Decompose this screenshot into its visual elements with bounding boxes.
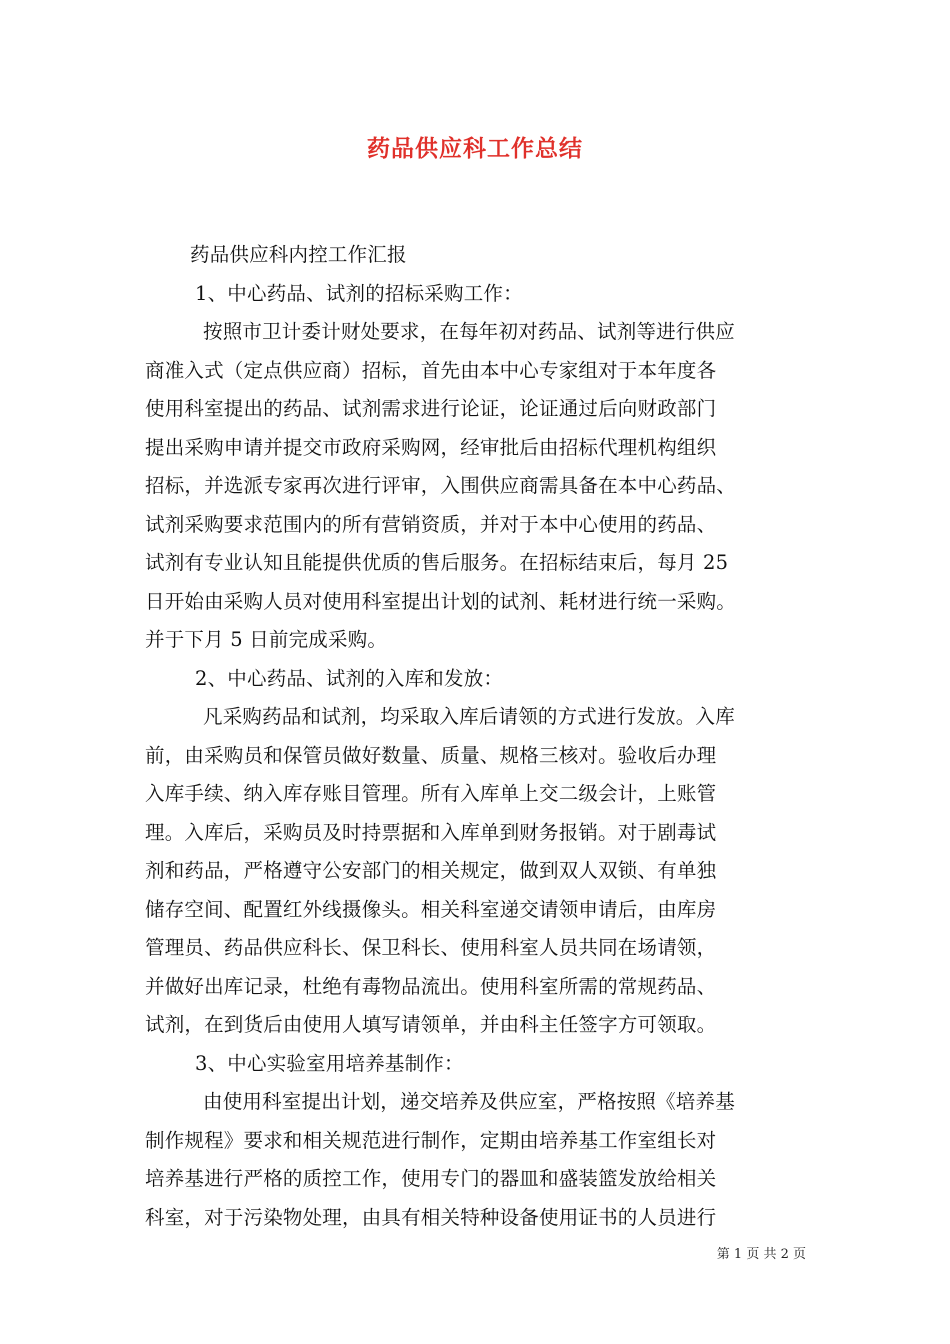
section-1-line: 日开始由采购人员对使用科室提出计划的试剂、耗材进行统一采购。 — [145, 589, 737, 613]
section-2-line: 前，由采购员和保管员做好数量、质量、规格三核对。验收后办理 — [145, 743, 717, 767]
page-number: 第 1 页 共 2 页 — [716, 1247, 806, 1262]
section-3-line: 制作规程》要求和相关规范进行制作，定期由培养基工作室组长对 — [145, 1128, 717, 1152]
section-3-line: 培养基进行严格的质控工作，使用专门的器皿和盛装篮发放给相关 — [145, 1167, 717, 1190]
section-2-line: 试剂，在到货后由使用人填写请领单，并由科主任签字方可领取。 — [145, 1013, 717, 1036]
section-1-line: 商准入式（定点供应商）招标，首先由本中心专家组对于本年度各 — [145, 358, 717, 382]
document-body — [145, 236, 825, 1237]
report-subtitle: 药品供应科内控工作汇报 — [190, 243, 407, 266]
section-3-heading: 3、中心实验室用培养基制作： — [195, 1051, 464, 1075]
section-1-line: 提出采购申请并提交市政府采购网，经审批后由招标代理机构组织 — [145, 435, 717, 459]
section-2-line: 并做好出库记录，杜绝有毒物品流出。使用科室所需的常规药品、 — [145, 974, 717, 998]
section-2-line: 管理员、药品供应科长、保卫科长、使用科室人员共同在场请领， — [145, 936, 717, 959]
section-3-line: 由使用科室提出计划，递交培养及供应室，严格按照《培养基 — [203, 1090, 735, 1113]
section-1-line: 试剂采购要求范围内的所有营销资质，并对于本中心使用的药品、 — [145, 512, 717, 536]
section-1-line: 招标，并选派专家再次进行评审，入围供应商需具备在本中心药品、 — [145, 474, 737, 497]
section-2-line: 入库手续、纳入库存账目管理。所有入库单上交二级会计，上账管 — [145, 782, 717, 805]
section-2-heading: 2、中心药品、试剂的入库和发放： — [195, 666, 504, 690]
section-1-line: 并于下月 5 日前完成采购。 — [145, 628, 388, 651]
document-title: 药品供应科工作总结 — [367, 135, 583, 162]
section-1-line: 使用科室提出的药品、试剂需求进行论证，论证通过后向财政部门 — [145, 397, 717, 420]
section-1-line: 试剂有专业认知且能提供优质的售后服务。在招标结束后，每月 25 — [145, 551, 729, 574]
section-2-line: 理。入库后，采购员及时持票据和入库单到财务报销。对于剧毒试 — [145, 820, 717, 844]
section-3-line: 科室，对于污染物处理，由具有相关特种设备使用证书的人员进行 — [145, 1205, 717, 1229]
section-2-line: 储存空间、配置红外线摄像头。相关科室递交请领申请后，由库房 — [145, 897, 717, 921]
section-2-line: 剂和药品，严格遵守公安部门的相关规定，做到双人双锁、有单独 — [145, 859, 717, 882]
section-1-heading: 1、中心药品、试剂的招标采购工作： — [195, 281, 523, 305]
section-2-line: 凡采购药品和试剂，均采取入库后请领的方式进行发放。入库 — [203, 705, 735, 728]
section-1-line: 按照市卫计委计财处要求，在每年初对药品、试剂等进行供应 — [203, 320, 735, 343]
